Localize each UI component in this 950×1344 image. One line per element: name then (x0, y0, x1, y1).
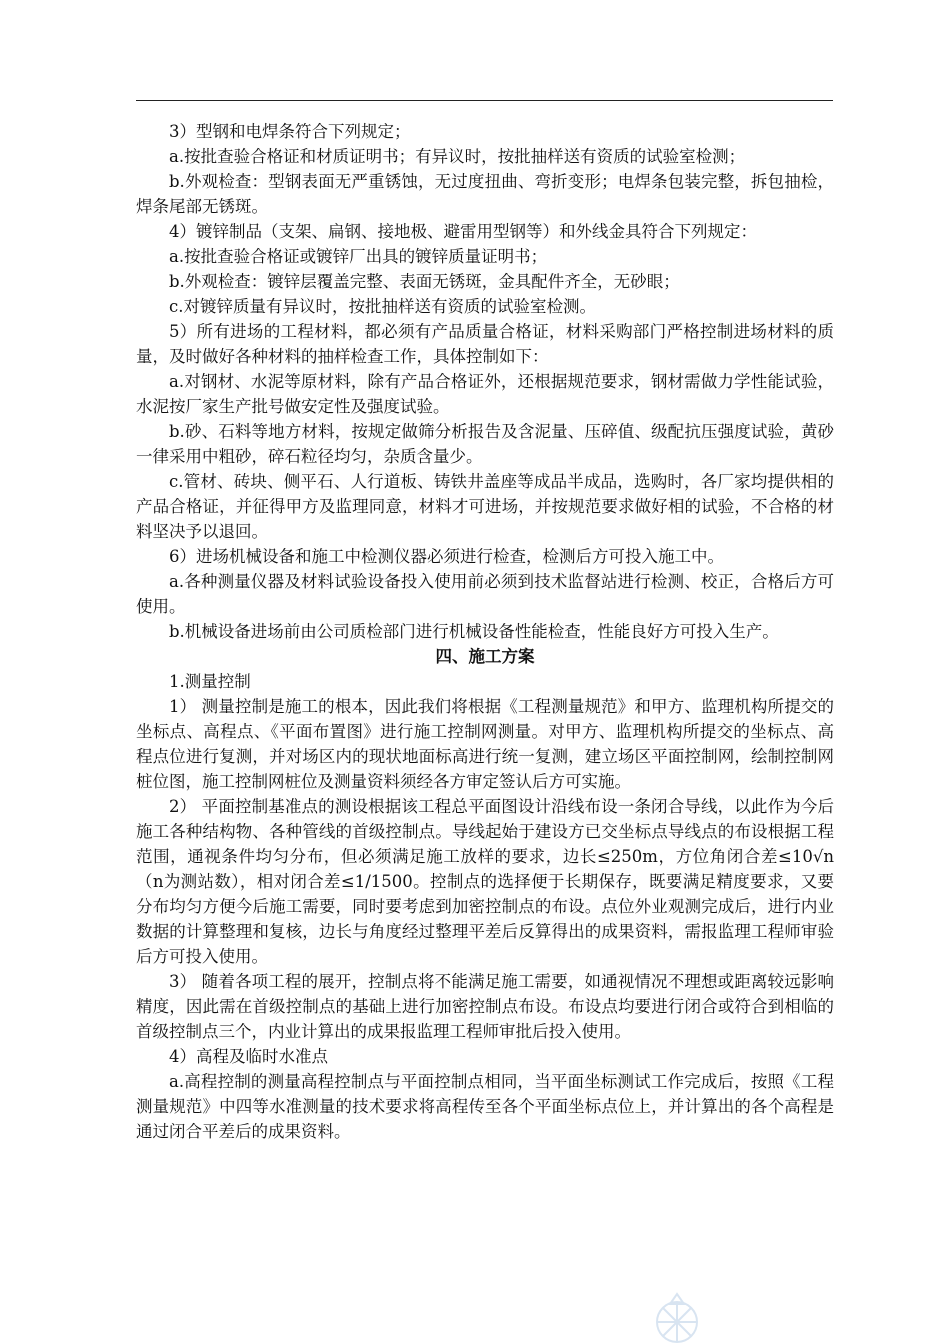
paragraph: b.外观检查：型钢表面无严重锈蚀，无过度扭曲、弯折变形；电焊条包装完整，拆包抽检，焊条尾部无锈斑。 (136, 172, 834, 216)
paragraph: 4）高程及临时水准点 (169, 1047, 328, 1066)
paragraph: a.按批查验合格证或镀锌厂出具的镀锌质量证明书； (169, 247, 548, 266)
paragraph: a.对钢材、水泥等原材料，除有产品合格证外，还根据规范要求，钢材需做力学性能试验，水泥按厂家生产批号做安定性及强度试验。 (136, 372, 834, 416)
paragraph: 3）型钢和电焊条符合下列规定； (169, 122, 411, 141)
paragraph: a.高程控制的测量高程控制点与平面控制点相同，当平面坐标测试工作完成后，按照《工程测量规范》中四等水准测量的技术要求将高程传至各个平面坐标点位上，并计算出的各个高程是通过闭合平差后的成果资料。 (136, 1072, 834, 1141)
paragraph: b.机械设备进场前由公司质检部门进行机械设备性能检查，性能良好方可投入生产。 (169, 622, 779, 641)
paragraph: 3） 随着各项工程的展开，控制点将不能满足施工需要，如通视情况不理想或距离较远影响精度，因此需在首级控制点的基础上进行加密控制点布设。布设点均要进行闭合或符合到相临的首级控制点三个，内业计算出的成果报监理工程师审批后投入使用。 (136, 972, 834, 1041)
paragraph: 1） 测量控制是施工的根本，因此我们将根据《工程测量规范》和甲方、监理机构所提交的坐标点、高程点、《平面布置图》进行施工控制网测量。对甲方、监理机构所提交的坐标点、高程点位进行复测，并对场区内的现状地面标高进行统一复测，建立场区平面控制网，绘制控制网桩位图，施工控制网桩位及测量资料须经各方审定签认后方可实施。 (136, 697, 834, 791)
header-rule (136, 100, 833, 101)
paragraph: c.对镀锌质量有异议时，按批抽样送有资质的试验室检测。 (169, 297, 596, 316)
section-heading: 四、施工方案 (435, 647, 535, 666)
paragraph: 2） 平面控制基准点的测设根据该工程总平面图设计沿线布设一条闭合导线，以此作为今后施工各种结构物、各种管线的首级控制点。导线起始于建设方已交坐标点导线点的布设根据工程范围，通视条件均匀分布，但必须满足施工放样的要求，边长≤250m，方位角闭合差≤10√n（n为测站数），相对闭合差≤1/1500。控制点的选择便于长期保存，既要满足精度要求，又要分布均匀方便今后施工需要，同时要考虑到加密控制点的布设。点位外业观测完成后，进行内业数据的计算整理和复核，边长与角度经过整理平差后反算得出的成果资料，需报监理工程师审验后方可投入使用。 (136, 797, 834, 966)
paragraph: 1.测量控制 (169, 672, 251, 691)
paragraph: c.管材、砖块、侧平石、人行道板、铸铁井盖座等成品半成品，选购时，各厂家均提供相的产品合格证，并征得甲方及监理同意，材料才可进场，并按规范要求做好相的试验，不合格的材料坚决予以退回。 (136, 472, 834, 541)
watermark-logo-icon (632, 1282, 722, 1344)
paragraph: b.外观检查：镀锌层覆盖完整、表面无锈斑，金具配件齐全，无砂眼； (169, 272, 680, 291)
paragraph: 4）镀锌制品（支架、扁钢、接地极、避雷用型钢等）和外线金具符合下列规定： (169, 222, 757, 241)
paragraph: 5）所有进场的工程材料，都必须有产品质量合格证，材料采购部门严格控制进场材料的质量，及时做好各种材料的抽样检查工作，具体控制如下： (136, 322, 834, 366)
paragraph: a.各种测量仪器及材料试验设备投入使用前必须到技术监督站进行检测、校正，合格后方可使用。 (136, 572, 834, 616)
document-body (136, 119, 834, 1144)
paragraph: a.按批查验合格证和材质证明书；有异议时，按批抽样送有资质的试验室检测； (169, 147, 746, 166)
paragraph: 6）进场机械设备和施工中检测仪器必须进行检查，检测后方可投入施工中。 (169, 547, 724, 566)
paragraph: b.砂、石料等地方材料，按规定做筛分析报告及含泥量、压碎值、级配抗压强度试验，黄砂一律采用中粗砂，碎石粒径均匀，杂质含量少。 (136, 422, 834, 466)
